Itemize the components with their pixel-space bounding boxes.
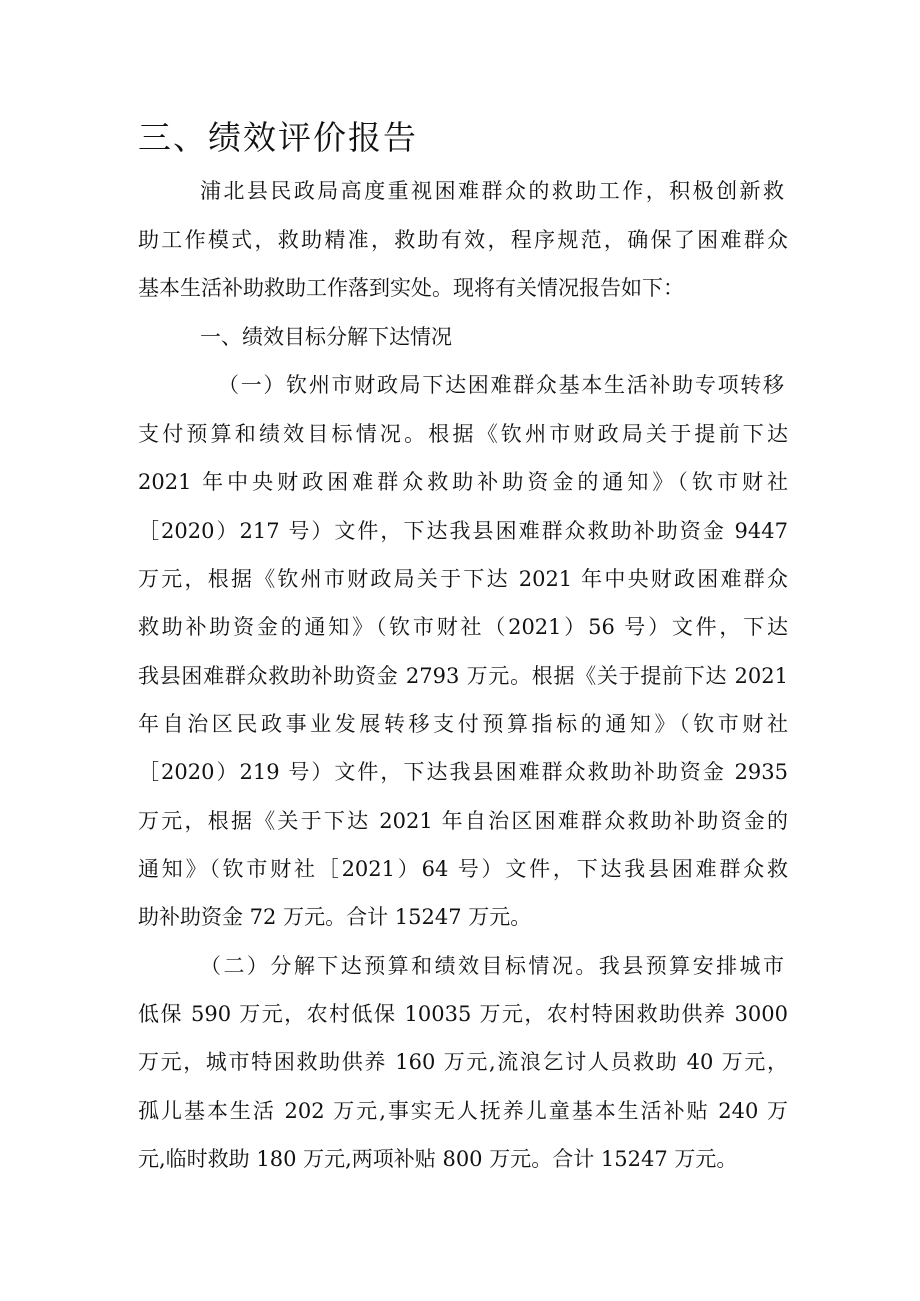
paragraph-line: 元,临时救助 180 万元,两项补贴 800 万元。合计 15247 万元。 (138, 1147, 738, 1171)
paragraph-line: ［2020）219 号）文件，下达我县困难群众救助补助资金 2935 (138, 760, 788, 784)
paragraph-line: 2021 年中央财政困难群众救助补助资金的通知》（钦市财社 (138, 470, 788, 494)
paragraph-line: （一）钦州市财政局下达困难群众基本生活补助专项转移 (218, 373, 784, 397)
paragraph-line: 万元，根据《关于下达 2021 年自治区困难群众救助补助资金的 (138, 809, 788, 833)
section-heading: 一、绩效目标分解下达情况 (200, 325, 452, 349)
paragraph-line: 通知》（钦市财社［2021）64 号）文件，下达我县困难群众救 (138, 857, 788, 881)
paragraph-line: 支付预算和绩效目标情况。根据《钦州市财政局关于提前下达 (138, 422, 788, 446)
paragraph-line: 助补助资金 72 万元。合计 15247 万元。 (138, 905, 532, 929)
paragraph-line: 低保 590 万元，农村低保 10035 万元，农村特困救助供养 3000 (138, 1002, 788, 1026)
paragraph-line: ［2020）217 号）文件，下达我县困难群众救助补助资金 9447 (138, 519, 788, 543)
paragraph-line: 万元，城市特困救助供养 160 万元,流浪乞讨人员救助 40 万元， (138, 1050, 788, 1074)
paragraph-line: 助工作模式，救助精准，救助有效，程序规范，确保了困难群众 (138, 228, 788, 252)
paragraph-line: 年自治区民政事业发展转移支付预算指标的通知》（钦市财社 (138, 712, 788, 736)
paragraph-line: 浦北县民政局高度重视困难群众的救助工作，积极创新救 (200, 179, 784, 203)
paragraph-line: 救助补助资金的通知》（钦市财社（2021）56 号）文件，下达 (138, 615, 788, 639)
paragraph-line: 孤儿基本生活 202 万元,事实无人抚养儿童基本生活补贴 240 万 (138, 1099, 788, 1123)
paragraph-line: （二）分解下达预算和绩效目标情况。我县预算安排城市 (200, 954, 784, 978)
paragraph-line: 我县困难群众救助补助资金 2793 万元。根据《关于提前下达 2021 (138, 664, 788, 688)
paragraph-line: 基本生活补助救助工作落到实处。现将有关情况报告如下： (138, 276, 684, 300)
report-title: 三、绩效评价报告 (138, 118, 418, 157)
paragraph-line: 万元，根据《钦州市财政局关于下达 2021 年中央财政困难群众 (138, 567, 788, 591)
